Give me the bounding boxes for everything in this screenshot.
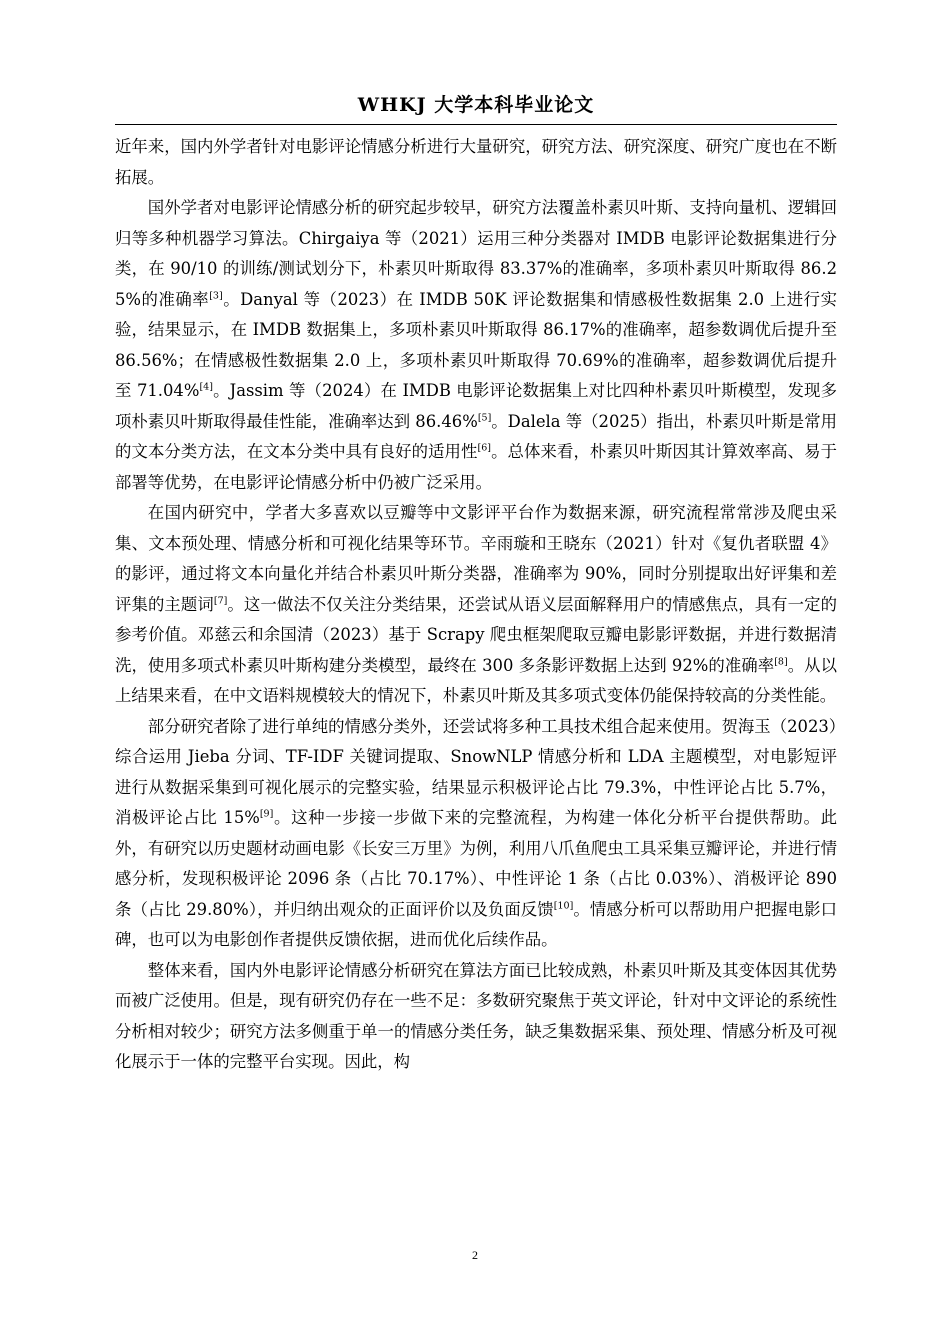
text-run: 国外学者对电影评论情感分析的研究起步较早，研究方法覆盖朴素贝叶斯、支持向量机、逻辑回归等多种机器学习算法。Chirgaiya 等（2021）运用三种分类器对 IMDB 电影评论数据集进行分类，在 90/10 的训练/测试划分下，朴素贝叶斯取得 83.37%的准确率，多项朴素贝叶斯取得 86.25%的准确率 [115,198,837,309]
text-run: 整体来看，国内外电影评论情感分析研究在算法方面已比较成熟，朴素贝叶斯及其变体因其优势而被广泛使用。但是，现有研究仍存在一些不足：多数研究聚焦于英文评论，针对中文评论的系统性分析相对较少；研究方法多侧重于单一的情感分类任务，缺乏集数据采集、预处理、情感分析及可视化展示于一体的完整平台实现。因此，构 [115,960,837,1071]
citation-marker: [10] [553,900,574,912]
paragraph-1 [115,193,837,498]
text-run: 近年来，国内外学者针对电影评论情感分析进行大量研究，研究方法、研究深度、研究广度也在不断拓展。 [115,137,837,187]
header-divider [115,124,837,125]
paragraph-4 [115,956,837,1078]
citation-marker: [5] [477,412,492,424]
citation-marker: [4] [199,381,213,393]
page-number: 2 [472,1248,478,1262]
text-run: 在国内研究中，学者大多喜欢以豆瓣等中文影评平台作为数据来源，研究流程常常涉及爬虫采集、文本预处理、情感分析和可视化结果等环节。辛雨璇和王晓东（2021）针对《复仇者联盟 4》的影评，通过将文本向量化并结合朴素贝叶斯分类器，准确率为 90%，同时分别提取出好评集和差评集的主题词 [115,503,837,614]
text-run: 部分研究者除了进行单纯的情感分类外，还尝试将多种工具技术组合起来使用。贺海玉（2023）综合运用 Jieba 分词、TF-IDF 关键词提取、SnowNLP 情感分析和 LDA 主题模型，对电影短评进行从数据采集到可视化展示的完整实验，结果显示积极评论占比 79.3%，中性评论占比 5.7%，消极评论占比 15% [115,716,837,827]
paragraph-0 [115,132,837,193]
citation-marker: [9] [259,808,274,820]
text-run: 。这种一步接一步做下来的完整流程，为构建一体化分析平台提供帮助。此外，有研究以历史题材动画电影《长安三万里》为例，利用八爪鱼爬虫工具采集豆瓣评论，并进行情感分析，发现积极评论 2096 条（占比 70.17%）、中性评论 1 条（占比 0.03%）、消极评论 890 条（占比 29.80%），并归纳出观众的正面评价以及负面反馈 [115,808,838,919]
citation-marker: [6] [477,442,491,454]
text-run: 。这一做法不仅关注分类结果，还尝试从语义层面解释用户的情感焦点，具有一定的参考价值。邓慈云和余国清（2023）基于 Scrapy 爬虫框架爬取豆瓣电影影评数据，并进行数据清洗，使用多项式朴素贝叶斯构建分类模型，最终在 300 多条影评数据上达到 92%的准确率 [115,594,838,675]
text-run: 。总体来看，朴素贝叶斯因其计算效率高、易于部署等优势，在电影评论情感分析中仍被广泛采用。 [115,442,838,492]
body-text [115,132,837,1078]
running-header: WHKJ 大学本科毕业论文 [357,94,595,116]
text-run: 。情感分析可以帮助用户把握电影口碑，也可以为电影创作者提供反馈依据，进而优化后续作品。 [115,899,838,949]
text-run: 。从以上结果来看，在中文语料规模较大的情况下，朴素贝叶斯及其多项式变体仍能保持较高的分类性能。 [115,655,838,705]
paragraph-3 [115,712,837,956]
citation-marker: [3] [209,290,223,302]
citation-marker: [8] [774,656,788,668]
text-run: 。Jassim 等（2024）在 IMDB 电影评论数据集上对比四种朴素贝叶斯模型，发现多项朴素贝叶斯取得最佳性能，准确率达到 86.46% [115,381,837,431]
paragraph-2 [115,498,837,712]
citation-marker: [7] [213,595,228,607]
text-run: 。Dalela 等（2025）指出，朴素贝叶斯是常用的文本分类方法，在文本分类中具有良好的适用性 [115,411,837,461]
text-run: 。Danyal 等（2023）在 IMDB 50K 评论数据集和情感极性数据集 2.0 上进行实验，结果显示，在 IMDB 数据集上，多项朴素贝叶斯取得 86.17%的准确率，超参数调优后提升至 86.56%；在情感极性数据集 2.0 上，多项朴素贝叶斯取得 70.69%的准确率，超参数调优后提升至 71.04% [115,289,837,400]
